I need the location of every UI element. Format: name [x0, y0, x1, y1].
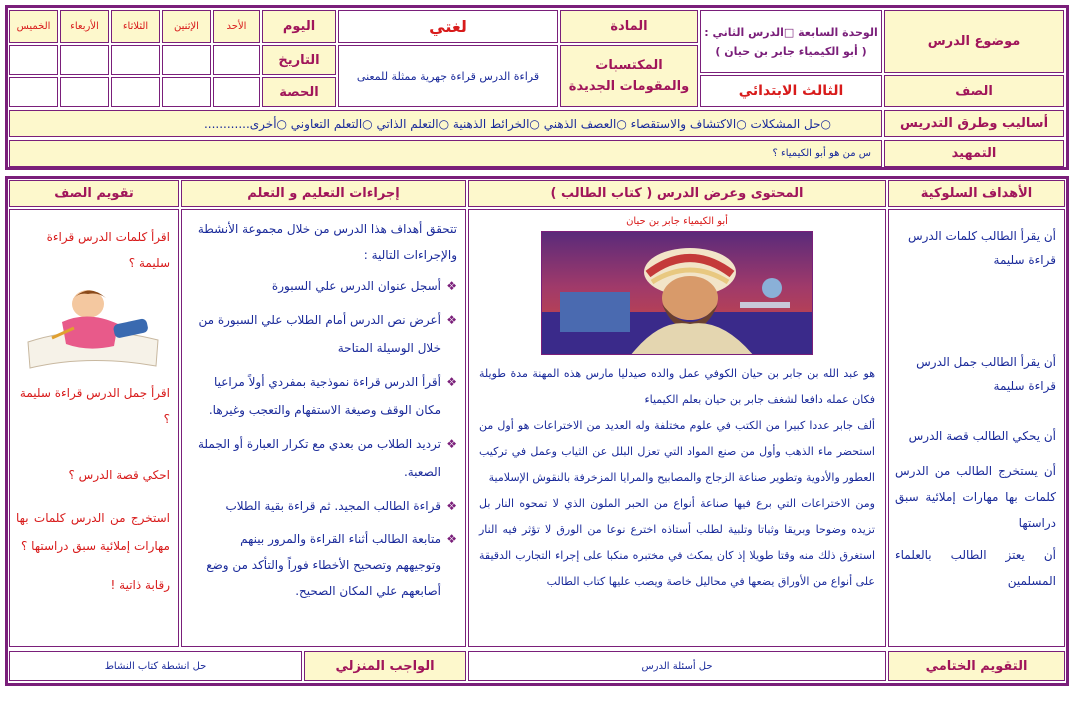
procedure-item: ❖ قراءة الطالب المجيد. ثم قراءة بقية الطلاب — [192, 492, 457, 520]
child-writing-image — [18, 282, 168, 370]
assessment-cell — [9, 209, 179, 647]
period-tuesday[interactable] — [111, 77, 160, 107]
objective-item: أن يعتز الطالب بالعلماء المسلمين — [895, 548, 1056, 588]
period-wednesday[interactable] — [60, 77, 109, 107]
unit-line-1: الوحدة السابعة □الدرس الثاني : — [704, 25, 878, 39]
date-wednesday[interactable] — [60, 45, 109, 75]
day-thursday: الخميس — [9, 10, 58, 43]
objective-item: أن يقرأ الطالب كلمات الدرس قراءة سليمة — [907, 229, 1056, 267]
date-label: التاريخ — [262, 45, 336, 75]
objective-item: أن يقرأ الطالب جمل الدرس قراءة سليمة — [916, 355, 1056, 393]
skills-label-line2: والمقومات الجديدة — [568, 79, 690, 94]
grade-value: الثالث الابتدائي — [700, 75, 882, 107]
procedure-item: ❖ أعرض نص الدرس أمام الطلاب علي السبورة من خلال الوسيلة المتاحة — [192, 306, 457, 362]
date-sunday[interactable] — [213, 45, 260, 75]
subject-value-cell — [338, 10, 558, 43]
scholar-portrait-image — [541, 231, 813, 355]
col-objectives-title: الأهداف السلوكية — [888, 180, 1065, 207]
homework-value: حل انشطة كتاب النشاط — [9, 651, 302, 681]
day-tuesday: الثلاثاء — [111, 10, 160, 43]
assessment-item: استخرج من الدرس كلمات بها مهارات إملائية سبق دراستها ؟ — [16, 511, 170, 553]
methods-value: ○حل المشكلات ○الاكتشاف والاستقصاء ○العصف الذهني ○الخرائط الذهنية ○التعلم الذاتي ○التعلم التعاوني ○أخرى............ — [9, 110, 882, 137]
day-wednesday: الأربعاء — [60, 10, 109, 43]
intro-value: س من هو أبو الكيمياء ؟ — [9, 140, 882, 167]
content-paragraph: ألف جابر عددا كبيرا من الكتب في علوم مختلفة وله العديد من الاختراعات هو أول من استحضر ماء الذهب وأول من صنع المواد التي تعزل البلل عن الثياب وعمل في تركيب العطور والأدوية وتطوير صناعة الزجاج والمصابيح والمرايا المزخرفة بالنقوش الإسلامية — [479, 419, 875, 484]
content-paragraph: ومن الاختراعات التي برع فيها صناعة أنواع من الحبر الملون الذي لا تمحوه النار بل تزيده وضوحا وبريقا وثباتا وتلبية لطلب أستاذه اخترع نوعا من الورق لا تؤثر فيه النار استغرق ذلك منه وقتا طويلا إذ كان يمكث في مختبره منكبا على إجراء التجارب الدقيقة على أنواع من الأوراق يضعها في محاليل خاصة ويصب عليها كتاب الطالب — [479, 497, 875, 588]
unit-text — [700, 10, 882, 73]
objectives-cell — [888, 209, 1065, 647]
procedure-item: ❖ أسجل عنوان الدرس علي السبورة — [192, 272, 457, 300]
unit-line-2: ( أبو الكيمياء جابر بن حيان ) — [715, 44, 867, 58]
objective-item: أن يستخرج الطالب من الدرس كلمات بها مهارات إملائية سبق دراستها — [895, 464, 1056, 530]
assessment-item: احكي قصة الدرس ؟ — [68, 468, 170, 482]
image-caption: أبو الكيمياء جابر بن حيان — [626, 216, 728, 227]
subject-value-text: لغتي — [429, 17, 467, 36]
date-thursday[interactable] — [9, 45, 58, 75]
col-assessment-title: تقويم الصف — [9, 180, 179, 207]
period-label: الحصة — [262, 77, 336, 107]
intro-label: التمهيد — [884, 140, 1064, 167]
date-monday[interactable] — [162, 45, 211, 75]
procedure-item: ❖ متابعة الطالب أثناء القراءة والمرور بينهم وتوجيههم وتصحيح الأخطاء فوراً والتأكد من وضع أصابعهم علي المكان الصحيح. — [192, 526, 457, 604]
day-label: اليوم — [262, 10, 336, 43]
period-monday[interactable] — [162, 77, 211, 107]
methods-label: أساليب وطرق التدريس — [884, 110, 1064, 137]
procedure-item: ❖ ترديد الطلاب من بعدي مع تكرار العبارة أو الجملة الصعبة. — [192, 430, 457, 486]
date-tuesday[interactable] — [111, 45, 160, 75]
period-sunday[interactable] — [213, 77, 260, 107]
assessment-item: اقرأ كلمات الدرس قراءة سليمة ؟ — [46, 230, 170, 270]
final-assessment-value: حل أسئلة الدرس — [468, 651, 886, 681]
procedures-list — [192, 272, 457, 604]
skills-value: قراءة الدرس قراءة جهرية ممثلة للمعنى — [338, 45, 558, 107]
skills-label-line1: المكتسبات — [595, 58, 663, 73]
homework-label: الواجب المنزلي — [304, 651, 466, 681]
assessment-item: اقرأ جمل الدرس قراءة سليمة ؟ — [19, 386, 170, 426]
content-paragraph: هو عبد الله بن جابر بن حيان الكوفي عمل والده صيدليا مارس هذه المهنة مدة طويلة فكان عمله دافعا لشغف جابر بن حيان بعلم الكيمياء — [479, 367, 875, 406]
period-thursday[interactable] — [9, 77, 58, 107]
assessment-item: رقابة ذاتية ! — [110, 578, 170, 592]
objective-item: أن يحكي الطالب قصة الدرس — [908, 429, 1056, 443]
subject-label: المادة — [560, 10, 698, 43]
content-cell — [468, 209, 886, 647]
day-monday: الإثنين — [162, 10, 211, 43]
scholar-portrait-icon — [541, 232, 812, 355]
procedure-item: ❖ أقرأ الدرس قراءة نموذجية بمفردي أولاً مراعيا مكان الوقف وصيغة الاستفهام والتعجب وغيرها. — [192, 368, 457, 424]
grade-label: الصف — [884, 75, 1064, 107]
child-writing-icon — [18, 282, 168, 370]
skills-label — [560, 45, 698, 107]
col-procedures-title: إجراءات التعليم و التعلم — [181, 180, 466, 207]
day-sunday: الأحد — [213, 10, 260, 43]
final-assessment-label: التقويم الختامي — [888, 651, 1065, 681]
lesson-topic-label: موضوع الدرس — [884, 10, 1064, 73]
procedures-cell — [181, 209, 466, 647]
col-content-title: المحتوى وعرض الدرس ( كتاب الطالب ) — [468, 180, 886, 207]
procedures-intro: تتحقق أهداف هذا الدرس من خلال مجموعة الأنشطة والإجراءات التالية : — [197, 222, 457, 262]
